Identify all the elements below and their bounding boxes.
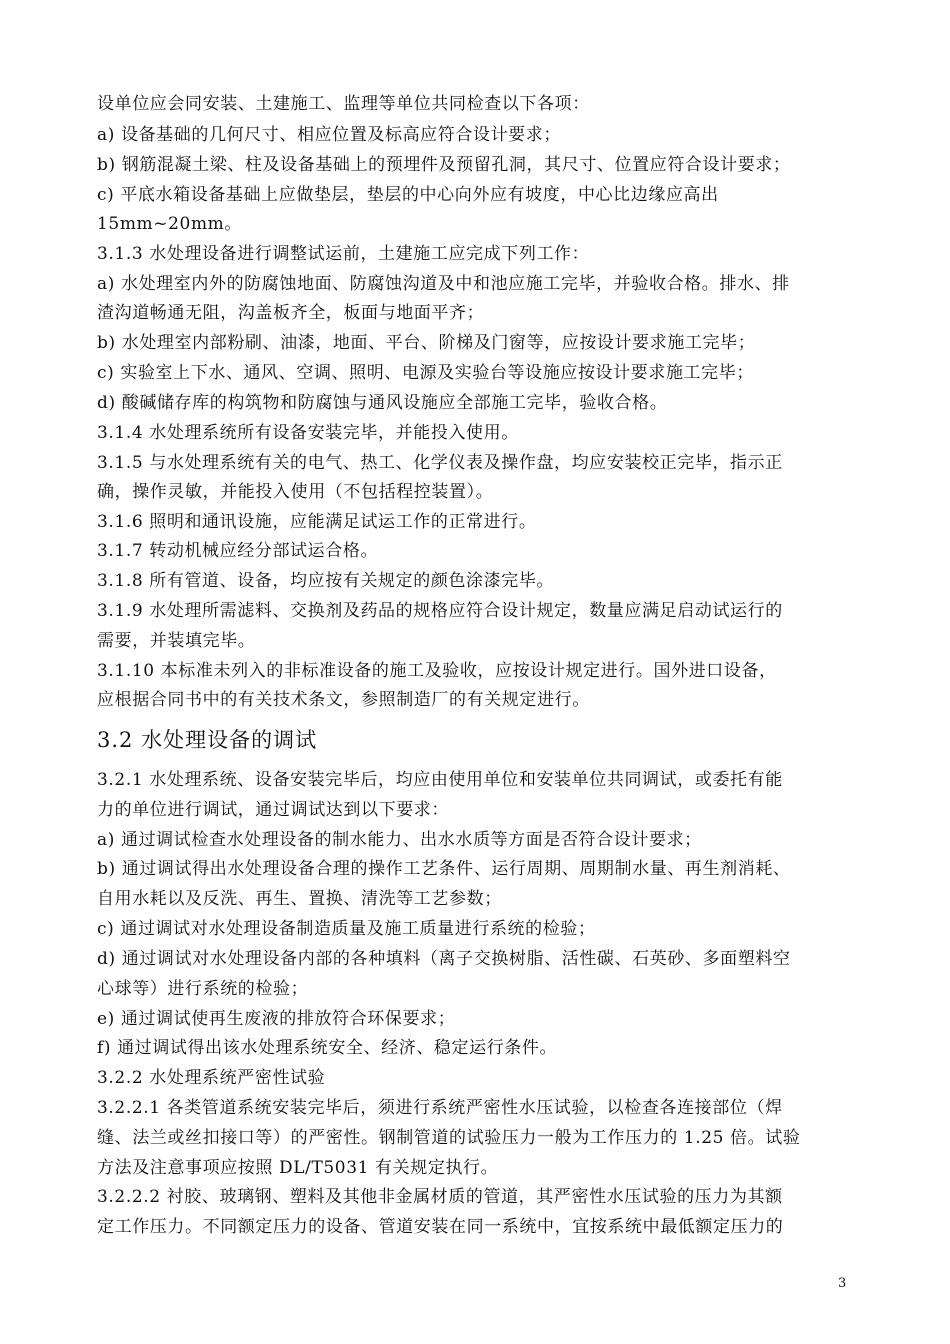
text-line: 3.1.10 本标准未列入的非标准设备的施工及验收，应按设计规定进行。国外进口设备， [97, 661, 777, 681]
text-line: c) 通过调试对水处理设备制造质量及施工质量进行系统的检验； [97, 919, 596, 939]
text-line: 渣沟道畅通无阻，沟盖板齐全，板面与地面平齐； [97, 303, 485, 323]
text-line: a) 设备基础的几何尺寸、相应位置及标高应符合设计要求； [97, 125, 561, 145]
text-line: 力的单位进行调试，通过调试达到以下要求： [97, 800, 449, 820]
section-heading: 3.2 水处理设备的调试 [97, 728, 318, 752]
text-line: 3.1.3 水处理设备进行调整试运前，土建施工应完成下列工作： [97, 244, 590, 264]
text-line: f) 通过调试得出该水处理系统安全、经济、稳定运行条件。 [97, 1038, 558, 1058]
text-line: 3.1.5 与水处理系统有关的电气、热工、化学仪表及操作盘，均应安装校正完毕，指示正 [97, 453, 783, 473]
text-line: 3.2.2 水处理系统严密性试验 [97, 1068, 326, 1088]
text-line: e) 通过调试使再生废液的排放符合环保要求； [97, 1009, 456, 1029]
text-line: 自用水耗以及反洗、再生、置换、清洗等工艺参数； [97, 889, 502, 909]
text-line: 3.1.8 所有管道、设备，均应按有关规定的颜色涂漆完毕。 [97, 571, 555, 591]
text-line: 3.2.2.2 衬胶、玻璃钢、塑料及其他非金属材质的管道，其严密性水压试验的压力为其额 [97, 1187, 783, 1207]
text-line: 方法及注意事项应按照 DL/T5031 有关规定执行。 [97, 1158, 499, 1178]
text-line: d) 通过调试对水处理设备内部的各种填料（离子交换树脂、活性碳、石英砂、多面塑料空 [97, 949, 791, 969]
text-line: 3.1.4 水处理系统所有设备安装完毕，并能投入使用。 [97, 423, 519, 443]
text-line: 应根据合同书中的有关技术条文，参照制造厂的有关规定进行。 [97, 690, 590, 710]
text-line: b) 钢筋混凝土梁、柱及设备基础上的预埋件及预留孔洞，其尺寸、位置应符合设计要求； [97, 155, 791, 175]
text-line: d) 酸碱储存库的构筑物和防腐蚀与通风设施应全部施工完毕，验收合格。 [97, 393, 668, 413]
text-line: 确，操作灵敏，并能投入使用（不包括程控装置）。 [97, 482, 494, 502]
text-line: a) 通过调试检查水处理设备的制水能力、出水水质等方面是否符合设计要求； [97, 830, 702, 850]
text-line: c) 实验室上下水、通风、空调、照明、电源及实验台等设施应按设计要求施工完毕； [97, 363, 754, 383]
text-line: 需要，并装填完毕。 [97, 631, 256, 651]
text-line: 15mm~20mm。 [97, 214, 242, 234]
text-line: 缝、法兰或丝扣接口等）的严密性。钢制管道的试验压力一般为工作压力的 1.25 倍。试验 [97, 1128, 801, 1148]
text-line: b) 通过调试得出水处理设备合理的操作工艺条件、运行周期、周期制水量、再生剂消耗、 [97, 859, 791, 879]
text-line: 3.1.7 转动机械应经分部试运合格。 [97, 541, 379, 561]
text-line: a) 水处理室内外的防腐蚀地面、防腐蚀沟道及中和池应施工完毕，并验收合格。排水、排 [97, 274, 790, 294]
text-line: 设单位应会同安装、土建施工、监理等单位共同检查以下各项： [97, 94, 590, 114]
text-line: 心球等）进行系统的检验； [97, 979, 309, 999]
text-line: 定工作压力。不同额定压力的设备、管道安装在同一系统中，宜按系统中最低额定压力的 [97, 1217, 784, 1237]
text-line: 3.1.9 水处理所需滤料、交换剂及药品的规格应符合设计规定，数量应满足启动试运行的 [97, 601, 783, 621]
text-line: b) 水处理室内部粉刷、油漆，地面、平台、阶梯及门窗等，应按设计要求施工完毕； [97, 333, 756, 353]
page-number: 3 [838, 1276, 847, 1291]
text-line: c) 平底水箱设备基础上应做垫层，垫层的中心向外应有坡度，中心比边缘应高出 [97, 185, 719, 205]
text-line: 3.2.2.1 各类管道系统安装完毕后，须进行系统严密性水压试验，以检查各连接部位（焊 [97, 1098, 783, 1118]
text-line: 3.1.6 照明和通讯设施，应能满足试运工作的正常进行。 [97, 512, 537, 532]
text-line: 3.2.1 水处理系统、设备安装完毕后，均应由使用单位和安装单位共同调试，或委托有能 [97, 770, 783, 790]
